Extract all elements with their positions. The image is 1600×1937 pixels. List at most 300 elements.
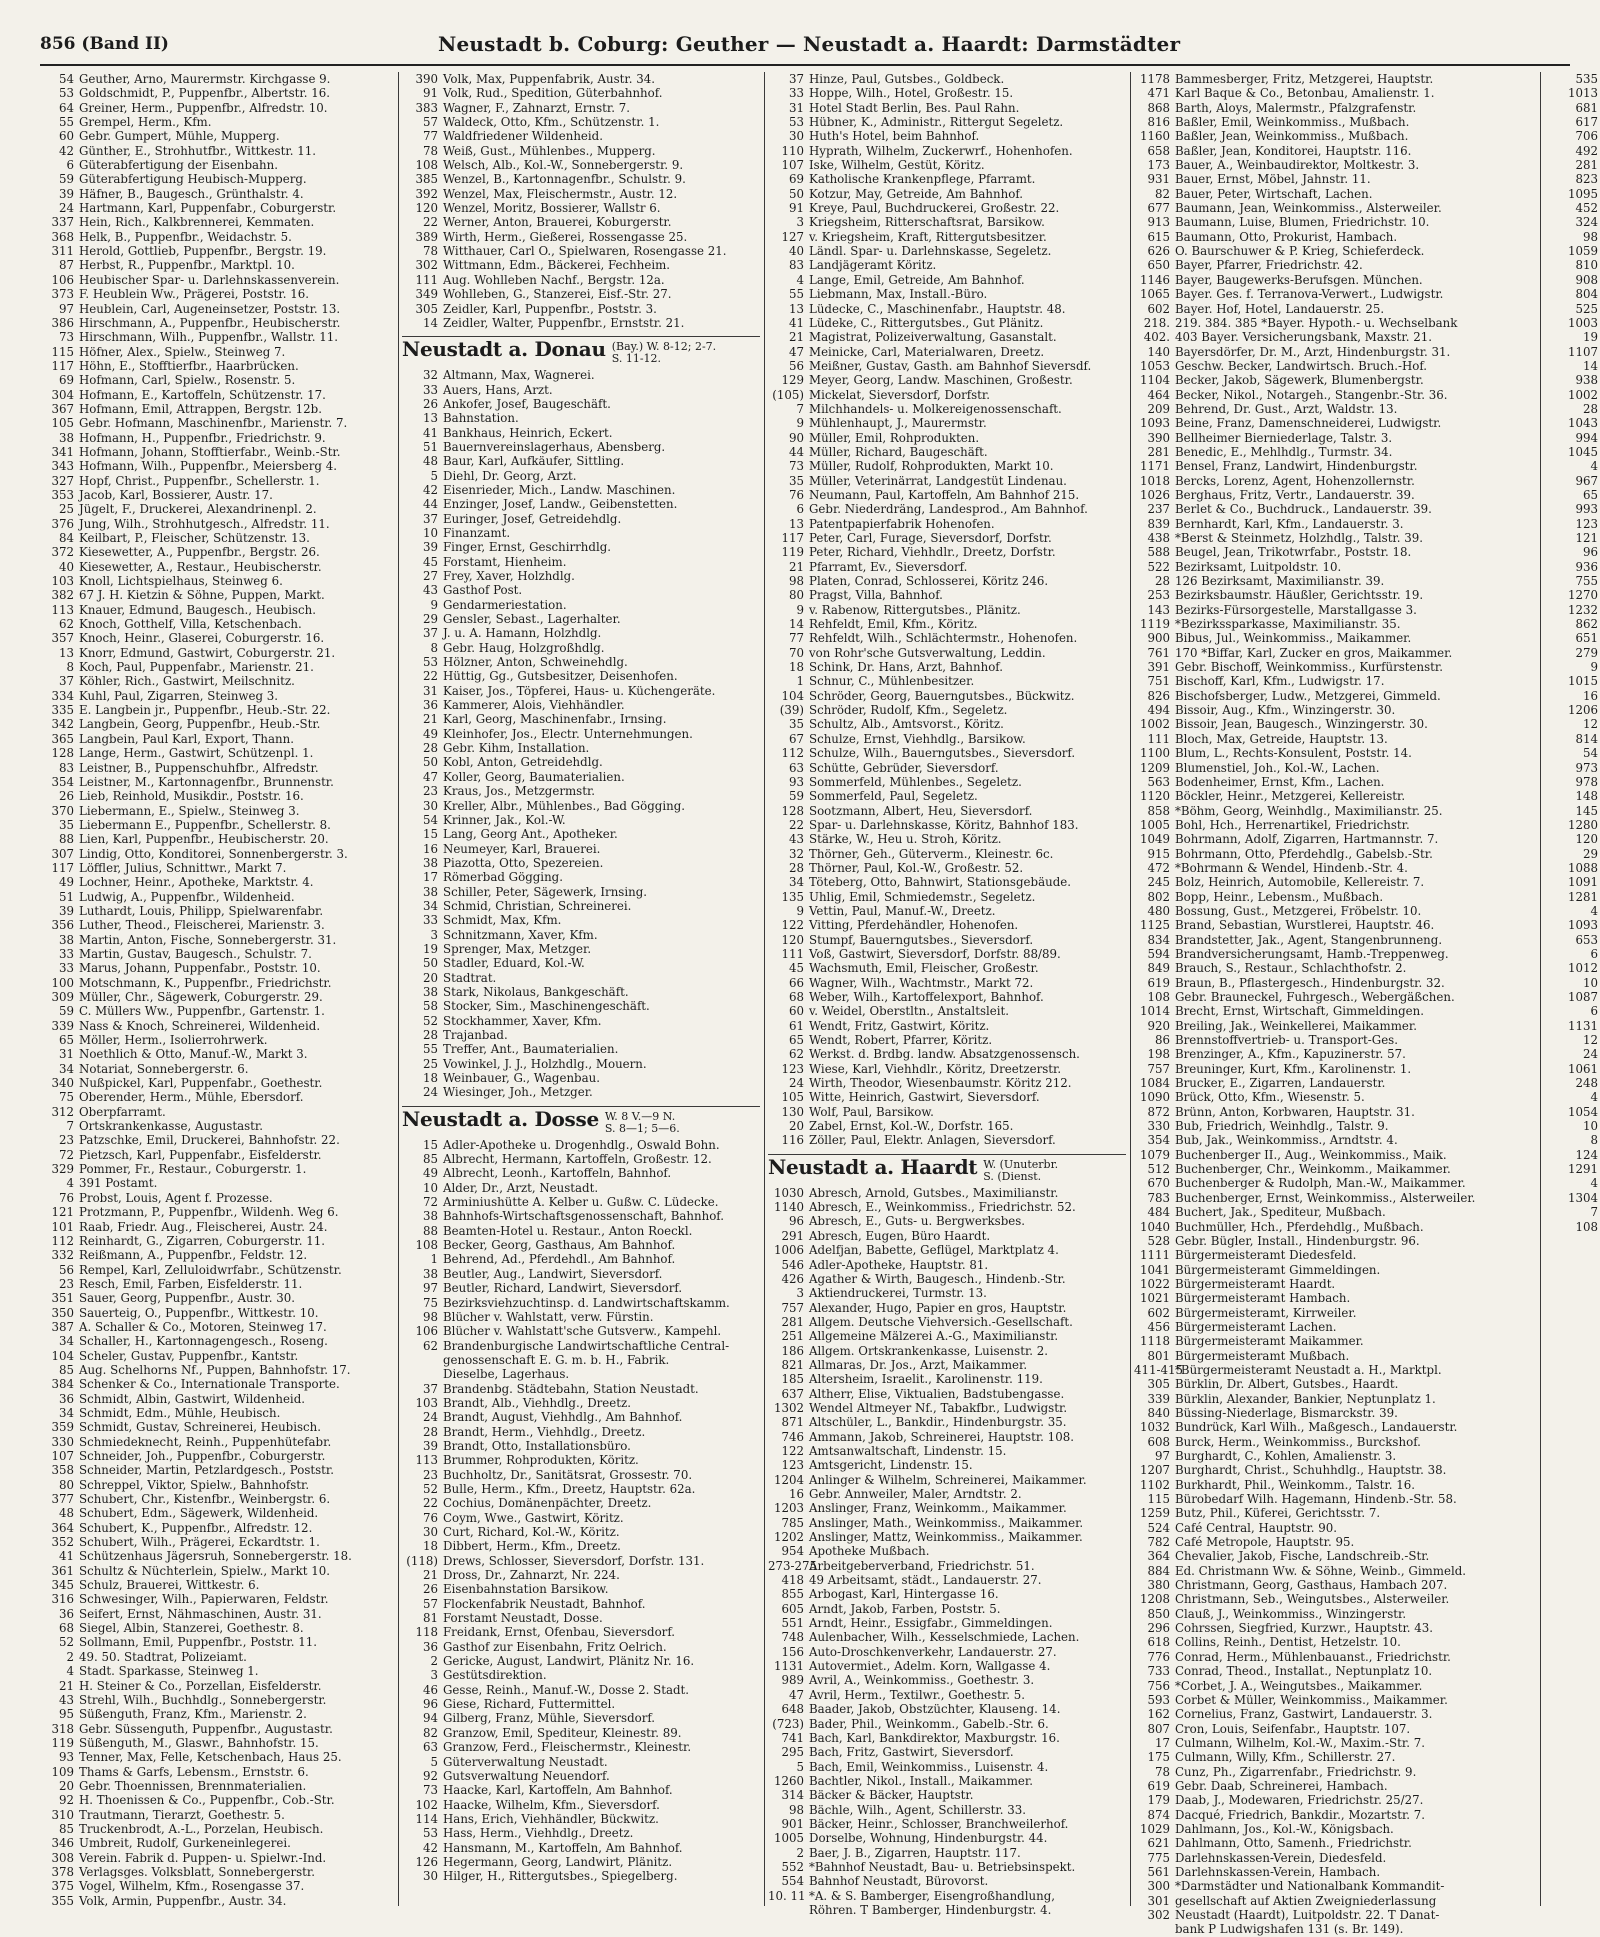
directory-entry [1134,918,1496,932]
directory-entry [1134,330,1496,344]
phone-number: 1005 [773,1831,804,1846]
directory-entry [38,316,396,330]
directory-entry [402,1085,760,1099]
phone-number: 330 [51,1434,74,1449]
directory-entry [38,1750,396,1764]
phone-number: 456 [1147,1319,1170,1334]
phone-number: 209 [1147,401,1170,416]
phone-number: (105) [772,387,804,402]
entry-text: Kaiser, Jos., Töpferei, Haus- u. Küchengeräte. [443,683,716,698]
entry-text: von Rohr'sche Gutsverwaltung, Leddin. [809,645,1046,660]
phone-number: 53 [422,1826,438,1841]
entry-text: Beutler, Richard, Landwirt, Sieversdorf. [443,1281,683,1296]
directory-entry [768,746,1126,760]
entry-text: Witthauer, Carl O., Spielwaren, Rosengasse 21. [443,244,727,259]
directory-entry [402,1611,760,1625]
directory-entry [402,1281,760,1295]
entry-text: Bach, Fritz, Gastwirt, Sieversdorf. [809,1745,1014,1760]
column-divider [1540,72,1541,1906]
entry-text: Brandstetter, Jak., Agent, Stangenbrunneng. [1175,932,1443,947]
phone-number: 117 [51,860,74,875]
phone-number: 41 [422,425,438,440]
entry-text: Altherr, Elise, Viktualien, Badstubengasse. [809,1386,1065,1401]
entry-text: Corbet & Müller, Weinkommiss., Maikammer. [1175,1692,1448,1707]
entry-text: Alder, Dr., Arzt, Neustadt. [443,1180,599,1195]
phone-number: 34 [58,1061,74,1076]
entry-text: Schneider, Martin, Petzlardgesch., Poststr. [79,1463,335,1478]
entry-text: Böckler, Heinr., Metzgerei, Kellereistr. [1175,789,1406,804]
entry-text: Nußpickel, Karl, Puppenfabr., Goethestr. [79,1076,323,1091]
phone-number: 339 [51,1018,74,1033]
phone-number: 840 [1147,1405,1170,1420]
directory-entry [402,1554,760,1568]
phone-number: 619 [1147,975,1170,990]
directory-entry [38,1879,396,1893]
phone-number: 39 [422,540,438,555]
fragment-number: 755 [1575,574,1598,589]
phone-number: 78 [422,244,438,259]
fragment-number: 706 [1575,129,1598,144]
entry-text: Altersheim, Israelit., Karolinenstr. 119. [809,1372,1043,1387]
entry-text: Knoch, Gotthelf, Villa, Ketschenbach. [79,617,302,632]
entry-text: Ammann, Jakob, Schreinerei, Hauptstr. 108. [809,1429,1074,1444]
directory-entry [402,555,760,569]
directory-entry [1134,1162,1496,1176]
directory-entry [38,804,396,818]
entry-text: Schnur, C., Mühlenbesitzer. [809,674,975,689]
entry-text: J. u. A. Hamann, Holzhdlg. [443,626,602,641]
directory-entry [38,1377,396,1391]
phone-number: 75 [422,1295,438,1310]
phone-number: 1040 [1139,1219,1170,1234]
phone-number: 273-275 [768,1558,818,1573]
entry-text: Brandt, August, Viehhdlg., Am Bahnhof. [443,1410,683,1425]
entry-text: Brenzinger, A., Kfm., Kapuzinerstr. 57. [1175,1047,1406,1062]
entry-text: Bürgermeisteramt Hambach. [1175,1291,1351,1306]
entry-text: Hinze, Paul, Gutsbes., Goldbeck. [809,72,1005,86]
fragment-number: 1131 [1567,1018,1598,1033]
directory-entry [402,383,760,397]
directory-entry [38,1320,396,1334]
entry-text: Probst, Louis, Agent f. Prozesse. [79,1190,273,1205]
phone-number: 365 [51,731,74,746]
entry-text: Gensler, Sebast., Lagerhalter. [443,612,621,627]
phone-number: 33 [788,86,804,101]
directory-entry [38,1363,396,1377]
directory-entry [38,1148,396,1162]
entry-text: Adler-Apotheke, Hauptstr. 81. [809,1257,989,1272]
entry-text: Bezirksamt, Luitpoldstr. 10. [1175,559,1342,574]
entry-text: Lang, Georg Ant., Apotheker. [443,827,618,842]
directory-entry [1134,1779,1496,1793]
phone-number: 593 [1147,1692,1170,1707]
entry-text: Baumann, Otto, Prokurist, Hambach. [1175,229,1398,244]
directory-entry [1134,847,1496,861]
entry-text: Sommerfeld, Mühlenbes., Segeletz. [809,774,1022,789]
entry-text: Bensel, Franz, Landwirt, Hindenburgstr. [1175,459,1418,474]
fragment-number: 96 [1582,545,1598,560]
phone-number: 330 [1147,1119,1170,1134]
directory-entry [402,258,760,272]
phone-number: 55 [422,1042,438,1057]
directory-entry [768,1817,1126,1831]
phone-number: 39 [58,186,74,201]
phone-number: 915 [1147,846,1170,861]
directory-entry [768,904,1126,918]
entry-text: Albrecht, Leonh., Kartoffeln, Bahnhof. [443,1166,672,1181]
entry-text: Neumann, Paul, Kartoffeln, Am Bahnhof 215. [809,487,1080,502]
phone-number: 105 [781,1090,804,1105]
directory-entry [402,368,760,382]
directory-entry [768,445,1126,459]
directory-entry [38,1765,396,1779]
directory-entry [768,1458,1126,1472]
entry-text: Patentpapierfabrik Hohenofen. [809,516,995,531]
entry-text: Stadler, Eduard, Kol.-W. [443,956,585,971]
phone-number: 38 [422,984,438,999]
directory-entry [38,1248,396,1262]
phone-number: 78 [1154,1764,1170,1779]
directory-entry [402,1597,760,1611]
directory-entry [1134,1822,1496,1836]
directory-entry [768,459,1126,473]
directory-entry [402,316,760,330]
directory-entry [1134,1621,1496,1635]
directory-entry [1134,1707,1496,1721]
directory-entry [38,517,396,531]
directory-entry [768,961,1126,975]
entry-text: Daab, J., Modewaren, Friedrichstr. 25/27. [1175,1793,1424,1808]
directory-entry [402,755,760,769]
directory-entry [38,72,396,86]
entry-text: Brummer, Rohprodukten, Köritz. [443,1453,639,1468]
phone-number: 62 [58,617,74,632]
directory-entry [768,689,1126,703]
directory-entry [402,1769,760,1783]
fragment-number: 6 [1590,946,1598,961]
directory-entry [402,1014,760,1028]
phone-number: 119 [781,545,804,560]
directory-entry [768,330,1126,344]
entry-text: Kuhl, Paul, Zigarren, Steinweg 3. [79,688,279,703]
phone-number: 36 [422,698,438,713]
directory-entry [768,1788,1126,1802]
fragment-number: 1015 [1567,674,1598,689]
phone-number: 1079 [1139,1147,1170,1162]
directory-entry [1134,1922,1496,1936]
directory-entry [1134,1205,1496,1219]
entry-text: Süßenguth, M., Glaswr., Bahnhofstr. 15. [79,1735,319,1750]
section-hours [983,1159,1058,1183]
entry-text: Seifert, Ernst, Nähmaschinen, Austr. 31. [79,1606,322,1621]
entry-text: Arndt, Heinr., Essigfabr., Gimmeldingen. [809,1616,1053,1631]
phone-number: 389 [415,229,438,244]
directory-entry [1134,588,1496,602]
entry-text: Dacqué, Friedrich, Bankdir., Mozartstr. 7. [1175,1807,1426,1822]
directory-entry [768,201,1126,215]
entry-text: Auto-Droschkenverkehr, Landauerstr. 27. [809,1644,1057,1659]
phone-number: 1 [796,674,804,689]
entry-text: Dahlmann, Otto, Samenh., Friedrichstr. [1175,1836,1412,1851]
directory-entry [38,474,396,488]
phone-number: 24 [422,1410,438,1425]
entry-text: Bohrmann, Otto, Pferdehdlg., Gabelsb.-Str. [1175,846,1433,861]
entry-text: Giese, Richard, Futtermittel. [443,1697,616,1712]
phone-number: 23 [58,1276,74,1291]
entry-text: Hegermann, Georg, Landwirt, Plänitz. [443,1854,673,1869]
entry-text: Hirschmann, A., Puppenfbr., Heubischerstr. [79,315,341,330]
directory-entry [402,230,760,244]
directory-entry [1134,1004,1496,1018]
entry-text: Gebr. Annweiler, Maler, Arndtstr. 2. [809,1487,1022,1501]
entry-text: Arndt, Jakob, Farben, Poststr. 5. [809,1601,1001,1616]
entry-text: Koch, Paul, Puppenfabr., Marienstr. 21. [79,660,314,675]
phone-number: 85 [422,1152,438,1167]
directory-entry [1134,1463,1496,1477]
fragment-number: 4 [1590,459,1598,474]
directory-entry [1134,86,1496,100]
phone-number: 10 [422,1180,438,1195]
phone-number: 13 [422,411,438,426]
entry-text: Bayer, Baugewerks-Berufsgen. München. [1175,272,1423,287]
phone-number: 1032 [1139,1420,1170,1435]
directory-entry [1134,574,1496,588]
phone-number: 34 [788,875,804,890]
entry-text: Brand, Sebastian, Wurstlerei, Hauptstr. 46. [1175,918,1435,933]
entry-text: Buchert, Jak., Spediteur, Mußbach. [1175,1205,1386,1220]
fragment-number: 978 [1575,774,1598,789]
entry-text: Kammerer, Alois, Viehhändler. [443,698,625,713]
fragment-number: 651 [1575,631,1598,646]
directory-entry [1134,1521,1496,1535]
phone-number: 1065 [1139,287,1170,302]
fragment-number: 1059 [1567,244,1598,259]
phone-number: 608 [1147,1434,1170,1449]
entry-text: Jügelt, F., Druckerei, Alexandrinenpl. 2. [79,502,317,517]
directory-entry [38,187,396,201]
entry-text: Knorr, Edmund, Gastwirt, Coburgerstr. 21. [79,645,336,660]
directory-entry [1134,1664,1496,1678]
entry-text: Baer, J. B., Zigarren, Hauptstr. 117. [809,1845,1021,1860]
directory-entry [38,574,396,588]
directory-entry [1134,1750,1496,1764]
phone-number: 186 [781,1343,804,1358]
directory-entry [768,402,1126,416]
directory-entry [38,1564,396,1578]
phone-number: 77 [422,129,438,144]
entry-text: Bischoff, Karl, Kfm., Ludwigstr. 17. [1175,674,1385,689]
section-hours-line: W. 8 V.—9 N. [604,1109,676,1123]
directory-entry [768,1874,1126,1888]
entry-text: Knoch, Heinr., Glaserei, Coburgerstr. 16. [79,631,325,646]
phone-number: 751 [1147,674,1170,689]
directory-entry [402,1640,760,1654]
directory-entry [402,1668,760,1682]
directory-entry [402,440,760,454]
entry-text: Waldeck, Otto, Kfm., Schützenstr. 1. [443,115,660,130]
directory-entry [38,1435,396,1449]
entry-text: Werkst. d. Brdbg. landw. Absatzgenossensch. [809,1047,1080,1062]
section-hours-line: S. 8—1; 5—6. [604,1121,680,1135]
entry-text: Landjägeramt Köritz. [809,258,937,273]
directory-entry [1134,1420,1496,1434]
phone-number: 82 [1154,186,1170,201]
phone-number: 3 [796,215,804,230]
phone-number: 1120 [1139,789,1170,804]
directory-entry [402,569,760,583]
directory-entry [38,1392,396,1406]
entry-text: Helk, B., Puppenfbr., Weidachstr. 5. [79,229,292,244]
phone-number: 296 [1147,1621,1170,1636]
directory-entry [402,540,760,554]
directory-entry [1134,1607,1496,1621]
directory-entry [402,928,760,942]
phone-number: 92 [58,1793,74,1808]
entry-text: Mühlenhaupt, J., Maurermstr. [809,416,987,431]
directory-entry [38,388,396,402]
entry-text: Behrend, Ad., Pferdehdl., Am Bahnhof. [443,1252,676,1267]
section-hours [612,341,716,365]
directory-entry [38,1808,396,1822]
entry-text: 49. 50. Stadtrat, Polizeiamt. [79,1649,247,1664]
directory-entry [1134,1836,1496,1850]
directory-entry [768,674,1126,688]
directory-entry [1134,933,1496,947]
phone-number: 327 [51,473,74,488]
entry-text: Forstamt, Hienheim. [443,554,567,569]
entry-text: Apotheke Mußbach. [809,1544,930,1559]
entry-text: Hoppe, Wilh., Hotel, Großestr. 15. [809,86,1014,101]
entry-text: Buchenberger & Rudolph, Man.-W., Maikammer. [1175,1176,1466,1191]
entry-text: Baader, Jakob, Obstzüchter, Klauseng. 14. [809,1702,1061,1717]
entry-text: Brandt, Herm., Viehhdlg., Dreetz. [443,1424,646,1439]
entry-text: Brauch, S., Restaur., Schlachthofstr. 2. [1175,961,1407,976]
phone-number: 1208 [1139,1592,1170,1607]
entry-text: Ortskrankenkasse, Augustastr. [79,1119,264,1134]
phone-number: 913 [1147,215,1170,230]
phone-number: 954 [781,1544,804,1559]
directory-entry [768,316,1126,330]
directory-entry [402,1071,760,1085]
phone-number: 91 [422,86,438,101]
phone-number: 619 [1147,1778,1170,1793]
directory-entry [402,684,760,698]
directory-entry [768,789,1126,803]
directory-entry [402,273,760,287]
phone-number: 82 [422,1725,438,1740]
phone-number: 18 [422,1539,438,1554]
directory-entry [402,1468,760,1482]
entry-text: Bader, Phil., Weinkomm., Gabelb.-Str. 6. [809,1716,1049,1731]
entry-text: Gendarmeriestation. [443,597,567,612]
fragment-number: 1013 [1567,86,1598,101]
fragment-number: 1232 [1567,602,1598,617]
entry-text: Stärke, W., Heu u. Stroh, Köritz. [809,832,1002,847]
phone-number: 43 [422,583,438,598]
entry-text: Ludwig, A., Puppenfbr., Wildenheid. [79,889,295,904]
directory-entry [402,397,760,411]
entry-text: O. Baurschuwer & P. Krieg, Schieferdeck. [1175,244,1425,259]
fragment-number: 938 [1575,373,1598,388]
entry-text: Christmann, Georg, Gasthaus, Hambach 207. [1175,1578,1448,1593]
phone-number: 123 [781,1458,804,1473]
entry-text: Beamten-Hotel u. Restaur., Anton Roeckl. [443,1223,693,1238]
directory-entry [1134,531,1496,545]
phone-number: 49 [422,1166,438,1181]
entry-text: Bach, Karl, Bankdirektor, Maxburgstr. 16. [809,1730,1060,1745]
column-1 [38,72,396,1906]
directory-entry [768,273,1126,287]
phone-number: 43 [788,832,804,847]
fragment-number: 810 [1575,258,1598,273]
phone-number: 38 [422,1266,438,1281]
phone-number: (723) [772,1716,804,1731]
directory-entry [38,459,396,473]
directory-entry [768,101,1126,115]
directory-entry [38,1062,396,1076]
entry-text: Stocker, Sim., Maschinengeschäft. [443,999,650,1014]
entry-text: Liebermann E., Puppenfbr., Schellerstr. 8. [79,817,331,832]
entry-text: Hofmann, Johann, Stofftierfabr., Weinb.-Str. [79,444,341,459]
phone-number: 546 [781,1257,804,1272]
entry-text: Alexander, Hugo, Papier en gros, Hauptstr. [809,1300,1067,1315]
entry-text: Anslinger, Mattz, Weinkommiss., Maikammer. [809,1530,1083,1545]
fragment-number: 8 [1590,1133,1598,1148]
phone-number: 68 [788,990,804,1004]
directory-entry [1134,1392,1496,1406]
directory-entry [38,1650,396,1664]
directory-entry [402,626,760,640]
entry-text: Baßler, Jean, Weinkommiss., Mußbach. [1175,129,1409,144]
directory-entry [38,1004,396,1018]
directory-entry [38,1679,396,1693]
entry-text: *Darmstädter und Nationalbank Kommandit- [1175,1879,1445,1894]
entry-text: v. Kriegsheim, Kraft, Rittergutsbesitzer. [809,229,1047,244]
phone-number: 57 [422,115,438,130]
directory-entry [1134,1076,1496,1090]
phone-number: 746 [781,1429,804,1444]
entry-text: Altmann, Max, Wagnerei. [443,368,595,383]
phone-number: 96 [422,1697,438,1712]
directory-entry [768,947,1126,961]
entry-text: Flockenfabrik Neustadt, Bahnhof. [443,1596,646,1611]
fragment-number: 1107 [1567,344,1598,359]
directory-entry [1134,215,1496,229]
phone-number: 32 [422,368,438,383]
fragment-number: 492 [1575,143,1598,158]
phone-number: 52 [422,1013,438,1028]
entry-text: Wendt, Robert, Pfarrer, Köritz. [809,1033,993,1048]
directory-entry [402,1224,760,1238]
phone-number: 51 [58,889,74,904]
directory-entry [1134,875,1496,889]
entry-text: Baßler, Emil, Weinkommiss., Mußbach. [1175,115,1410,130]
directory-entry [38,1736,396,1750]
entry-text: gesellschaft auf Aktien Zweigniederlassung [1175,1893,1437,1908]
entry-text: Lochner, Heinr., Apotheke, Marktstr. 4. [79,875,314,890]
phone-number: 31 [58,1047,74,1062]
directory-entry [768,1573,1126,1587]
phone-number: 109 [51,1764,74,1779]
phone-number: 341 [51,444,74,459]
phone-number: 756 [1147,1678,1170,1693]
phone-number: 356 [51,918,74,933]
directory-entry [1134,416,1496,430]
phone-number: 3 [796,1286,804,1301]
entry-text: Wirth, Theodor, Wiesenbaumstr. Köritz 212. [809,1076,1072,1091]
phone-number: 1 [430,1252,438,1267]
entry-text: Schubert, Chr., Kistenfbr., Weinbergstr. 6. [79,1492,331,1507]
